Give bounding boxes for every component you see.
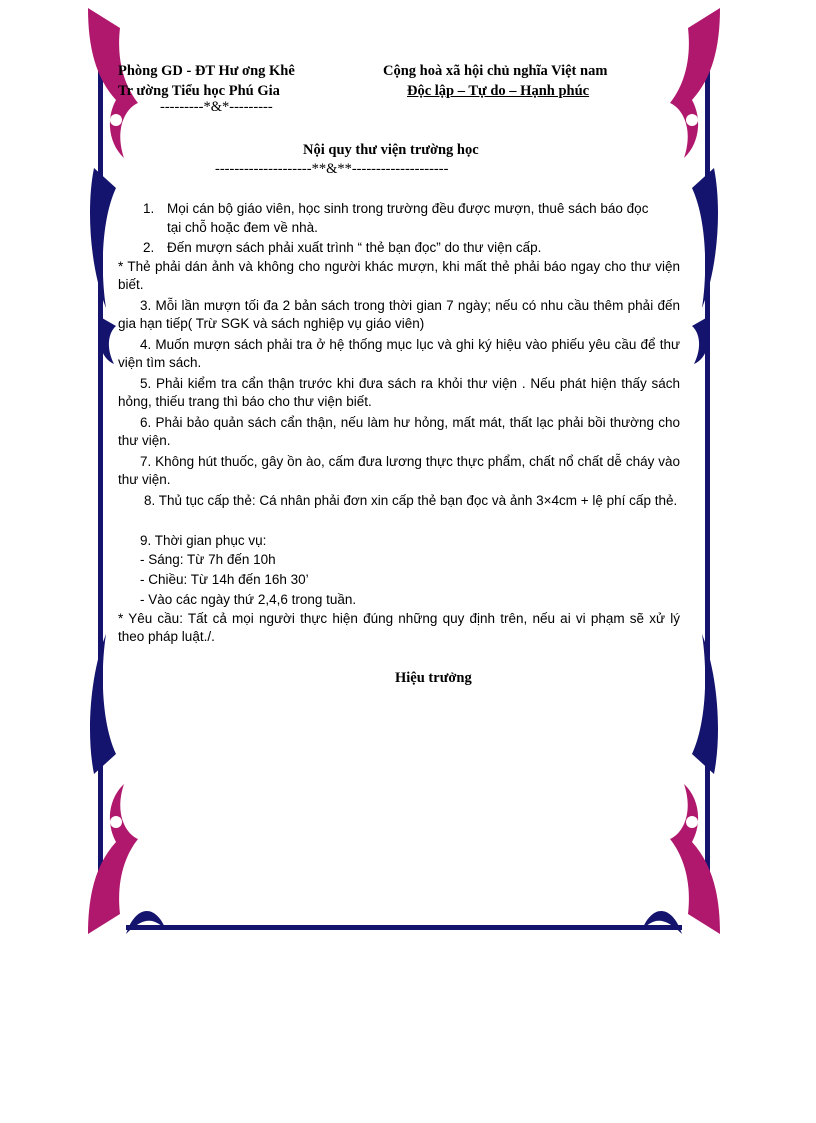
header-left-divider: ---------*&*---------	[160, 99, 273, 115]
school-name: Tr ường Tiểu học Phú Gia	[118, 83, 280, 99]
card-note: * Thẻ phải dán ảnh và không cho người khác mượn, khi mất thẻ phải báo ngay cho thư viện biết.	[118, 259, 680, 292]
page-title: Nội quy thư viện trường học	[303, 142, 479, 158]
rule-4: 4. Muốn mượn sách phải tra ở hệ thống mục lục và ghi ký hiệu vào phiếu yêu cầu để thư viện tìm sách.	[118, 337, 680, 370]
title-divider: --------------------**&**--------------------	[215, 161, 449, 177]
rule-1-continuation: tại chỗ hoặc đem về nhà.	[167, 220, 318, 235]
rule-7: 7. Không hút thuốc, gây ồn ào, cấm đưa lương thực thực phẩm, chất nổ chất dễ cháy vào thư viện.	[118, 454, 680, 487]
rule-9-afternoon: - Chiều: Từ 14h đến 16h 30’	[140, 572, 309, 587]
rule-9-morning: - Sáng: Từ 7h đến 10h	[140, 552, 276, 567]
rule-8: 8. Thủ tục cấp thẻ: Cá nhân phải đơn xin cấp thẻ bạn đọc và ảnh 3×4cm + lệ phí cấp thẻ.	[144, 493, 678, 508]
rule-2-number: 2.	[143, 240, 155, 255]
signature-title: Hiệu trưởng	[395, 670, 472, 686]
rule-5: 5. Phải kiểm tra cẩn thận trước khi đưa sách ra khỏi thư viện . Nếu phát hiện thấy sách hỏng, thiếu trang thì báo cho thư viện biết.	[118, 376, 680, 409]
requirement-note: * Yêu cầu: Tất cả mọi người thực hiện đúng những quy định trên, nếu ai vi phạm sẽ xử lý theo pháp luật./.	[118, 611, 680, 644]
national-motto: Độc lập – Tự do – Hạnh phúc	[407, 83, 590, 99]
rule-9-days: - Vào các ngày thứ 2,4,6 trong tuần.	[140, 592, 357, 607]
department-name: Phòng GD - ĐT Hư ơng Khê	[118, 63, 295, 79]
rule-3: 3. Mỗi lần mượn tối đa 2 bản sách trong thời gian 7 ngày; nếu có nhu cầu thêm phải đến gia hạn tiếp( Trừ SGK và sách nghiệp vụ giáo viên)	[118, 298, 680, 331]
country-title: Cộng hoà xã hội chủ nghĩa Việt nam	[383, 63, 608, 79]
rule-1-text: Mọi cán bộ giáo viên, học sinh trong trường đều được mượn, thuê sách báo đọc	[167, 201, 649, 216]
rule-2-text: Đến mượn sách phải xuất trình “ thẻ bạn đọc” do thư viện cấp.	[167, 240, 542, 255]
rule-9: 9. Thời gian phục vụ:	[140, 533, 267, 548]
rule-1-number: 1.	[143, 201, 155, 216]
rule-6: 6. Phải bảo quản sách cẩn thận, nếu làm hư hỏng, mất mát, thất lạc phải bồi thường cho thư viện.	[118, 415, 680, 448]
